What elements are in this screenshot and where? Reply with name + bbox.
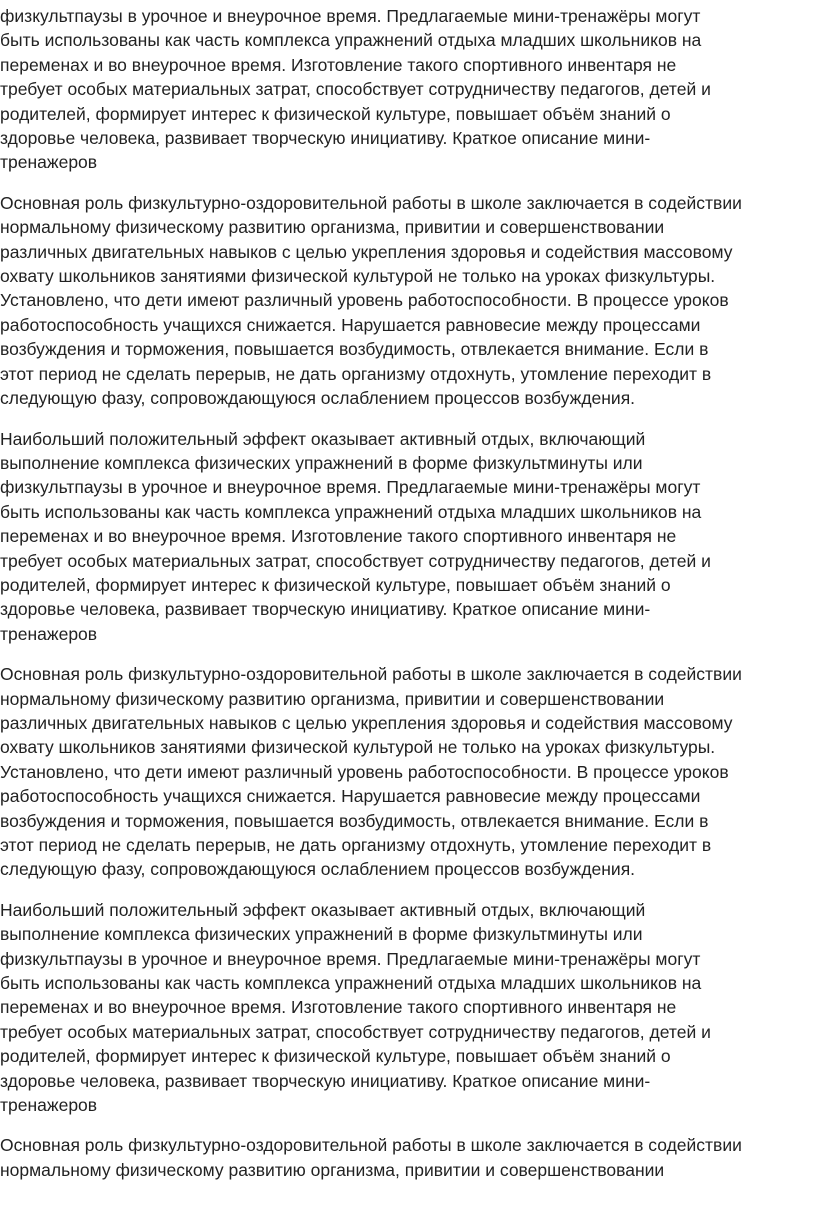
text-line: здоровье человека, развивает творческую инициативу. Краткое описание мини-	[0, 599, 651, 620]
text-line: физкультпаузы в урочное и внеурочное время. Предлагаемые мини-тренажёры могут	[0, 948, 701, 969]
text-line: быть использованы как часть комплекса упражнений отдыха младших школьников на	[0, 973, 702, 994]
text-line: Основная роль физкультурно-оздоровительной работы в школе заключается в содействии	[0, 1135, 742, 1156]
text-line: здоровье человека, развивает творческую инициативу. Краткое описание мини-	[0, 1070, 651, 1091]
text-line: тренажеров	[0, 623, 98, 644]
text-line: переменах и во внеурочное время. Изготовление такого спортивного инвентаря не	[0, 54, 677, 75]
text-line: Основная роль физкультурно-оздоровительной работы в школе заключается в содействии	[0, 192, 742, 213]
text-line: требует особых материальных затрат, способствует сотрудничеству педагогов, детей и	[0, 1021, 711, 1042]
text-line: различных двигательных навыков с целью укрепления здоровья и содействия массовому	[0, 241, 733, 262]
text-line: Наибольший положительный эффект оказывает активный отдых, включающий	[0, 428, 646, 449]
text-line: работоспособность учащихся снижается. Нарушается равновесие между процессами	[0, 786, 701, 807]
text-line: требует особых материальных затрат, способствует сотрудничеству педагогов, детей и	[0, 79, 711, 100]
text-line: следующую фазу, сопровождающуюся ослаблением процессов возбуждения.	[0, 388, 636, 409]
text-line: охвату школьников занятиями физической культурой не только на уроках физкультуры.	[0, 266, 716, 287]
text-line: родителей, формирует интерес к физической культуре, повышает объём знаний о	[0, 103, 671, 124]
text-line: родителей, формирует интерес к физической культуре, повышает объём знаний о	[0, 1046, 671, 1067]
text-line: нормальному физическому развитию организма, привитии и совершенствовании	[0, 1159, 665, 1180]
text-line: этот период не сделать перерыв, не дать организму отдохнуть, утомление переходит в	[0, 363, 712, 384]
text-line: здоровье человека, развивает творческую инициативу. Краткое описание мини-	[0, 128, 651, 149]
text-line: переменах и во внеурочное время. Изготовление такого спортивного инвентаря не	[0, 997, 677, 1018]
text-line: нормальному физическому развитию организма, привитии и совершенствовании	[0, 688, 665, 709]
text-line: физкультпаузы в урочное и внеурочное время. Предлагаемые мини-тренажёры могут	[0, 6, 701, 26]
text-line: Основная роль физкультурно-оздоровительной работы в школе заключается в содействии	[0, 664, 742, 685]
text-line: требует особых материальных затрат, способствует сотрудничеству педагогов, детей и	[0, 550, 711, 571]
text-line: Установлено, что дети имеют различный уровень работоспособности. В процессе уроков	[0, 761, 729, 782]
text-line: возбуждения и торможения, повышается возбудимость, отвлекается внимание. Если в	[0, 810, 709, 831]
paragraph	[0, 4, 816, 175]
paragraph	[0, 898, 816, 1118]
text-line: тренажеров	[0, 1095, 98, 1116]
text-line: следующую фазу, сопровождающуюся ослаблением процессов возбуждения.	[0, 859, 636, 880]
text-line: этот период не сделать перерыв, не дать организму отдохнуть, утомление переходит в	[0, 835, 712, 855]
text-line: Наибольший положительный эффект оказывает активный отдых, включающий	[0, 899, 646, 920]
text-line: работоспособность учащихся снижается. Нарушается равновесие между процессами	[0, 314, 701, 335]
text-line: выполнение комплекса физических упражнений в форме физкультминуты или	[0, 924, 643, 945]
text-line: Установлено, что дети имеют различный уровень работоспособности. В процессе уроков	[0, 290, 729, 311]
paragraph	[0, 427, 816, 647]
text-line: быть использованы как часть комплекса упражнений отдыха младших школьников на	[0, 501, 702, 522]
text-line: различных двигательных навыков с целью укрепления здоровья и содействия массовому	[0, 712, 733, 733]
text-line: нормальному физическому развитию организма, привитии и совершенствовании	[0, 217, 665, 238]
text-line: возбуждения и торможения, повышается возбудимость, отвлекается внимание. Если в	[0, 339, 709, 360]
text-line: переменах и во внеурочное время. Изготовление такого спортивного инвентаря не	[0, 526, 677, 547]
text-line: выполнение комплекса физических упражнений в форме физкультминуты или	[0, 452, 643, 473]
paragraph	[0, 1133, 816, 1182]
paragraph	[0, 191, 816, 411]
text-line: быть использованы как часть комплекса упражнений отдыха младших школьников на	[0, 30, 702, 51]
text-line: родителей, формирует интерес к физической культуре, повышает объём знаний о	[0, 574, 671, 595]
paragraph	[0, 662, 816, 882]
text-line: тренажеров	[0, 152, 98, 173]
text-line: охвату школьников занятиями физической культурой не только на уроках физкультуры.	[0, 737, 716, 758]
text-line: физкультпаузы в урочное и внеурочное время. Предлагаемые мини-тренажёры могут	[0, 477, 701, 498]
